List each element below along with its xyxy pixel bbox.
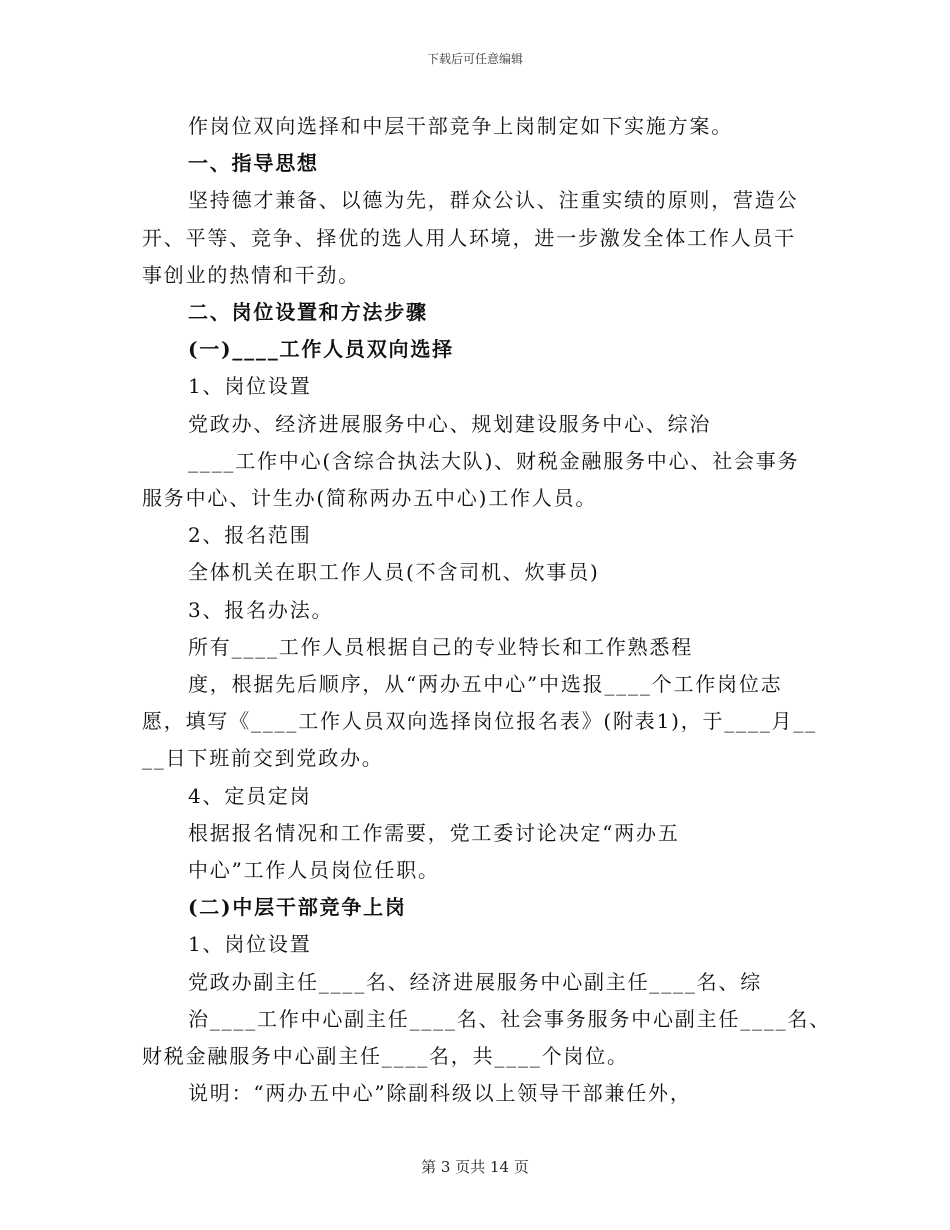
paragraph-line: 事创业的热情和干劲。 bbox=[142, 262, 360, 287]
paragraph-line: 中心”工作人员岗位任职。 bbox=[188, 858, 440, 883]
paragraph-line: 财税金融服务中心副主任____名，共____个岗位。 bbox=[142, 1044, 629, 1069]
paragraph-line: 党政办、经济进展服务中心、规划建设服务中心、综治 bbox=[188, 411, 712, 436]
paragraph-line: 愿，填写《____工作人员双向选择岗位报名表》(附表1)，于____月__ bbox=[142, 709, 817, 734]
paragraph-line: 4、定员定岗 bbox=[188, 783, 312, 808]
paragraph-line: 服务中心、计生办(简称两办五中心)工作人员。 bbox=[142, 486, 598, 511]
paragraph-line: 党政办副主任____名、经济进展服务中心副主任____名、综 bbox=[188, 969, 762, 994]
paragraph-line: 所有____工作人员根据自己的专业特长和工作熟悉程 bbox=[188, 634, 693, 659]
paragraph-line: 度，根据先后顺序，从“两办五中心”中选报____个工作岗位志 bbox=[188, 672, 783, 697]
paragraph-line: 根据报名情况和工作需要，党工委讨论决定“两办五 bbox=[188, 820, 680, 845]
document-body bbox=[142, 108, 831, 1112]
paragraph-line: 治____工作中心副主任____名、社会事务服务中心副主任____名、 bbox=[188, 1006, 831, 1031]
section-heading: 二、岗位设置和方法步骤 bbox=[188, 300, 428, 325]
paragraph-line: 1、岗位设置 bbox=[188, 932, 312, 957]
paragraph-line: 3、报名办法。 bbox=[188, 597, 334, 622]
paragraph-line: 开、平等、竞争、择优的选人用人环境，进一步激发全体工作人员干 bbox=[142, 225, 796, 250]
section-heading: (二)中层干部竞争上岗 bbox=[188, 895, 407, 920]
paragraph-line: __日下班前交到党政办。 bbox=[142, 746, 384, 771]
page-header: 下载后可任意编辑 bbox=[426, 52, 523, 66]
paragraph-line: 全体机关在职工作人员(不含司机、炊事员) bbox=[188, 560, 600, 585]
paragraph-line: 1、岗位设置 bbox=[188, 374, 312, 399]
paragraph-line: 坚持德才兼备、以德为先，群众公认、注重实绩的原则，营造公 bbox=[188, 188, 799, 213]
section-heading: 一、指导思想 bbox=[188, 151, 319, 176]
page-footer: 第 3 页共 14 页 bbox=[421, 1158, 529, 1176]
paragraph-line: ____工作中心(含综合执法大队)、财税金融服务中心、社会事务 bbox=[188, 448, 800, 473]
paragraph-line: 作岗位双向选择和中层干部竞争上岗制定如下实施方案。 bbox=[188, 114, 733, 138]
paragraph-line: 2、报名范围 bbox=[188, 523, 312, 548]
paragraph-line: 说明：“两办五中心”除副科级以上领导干部兼任外， bbox=[188, 1081, 692, 1106]
section-heading: (一)____工作人员双向选择 bbox=[188, 337, 454, 362]
